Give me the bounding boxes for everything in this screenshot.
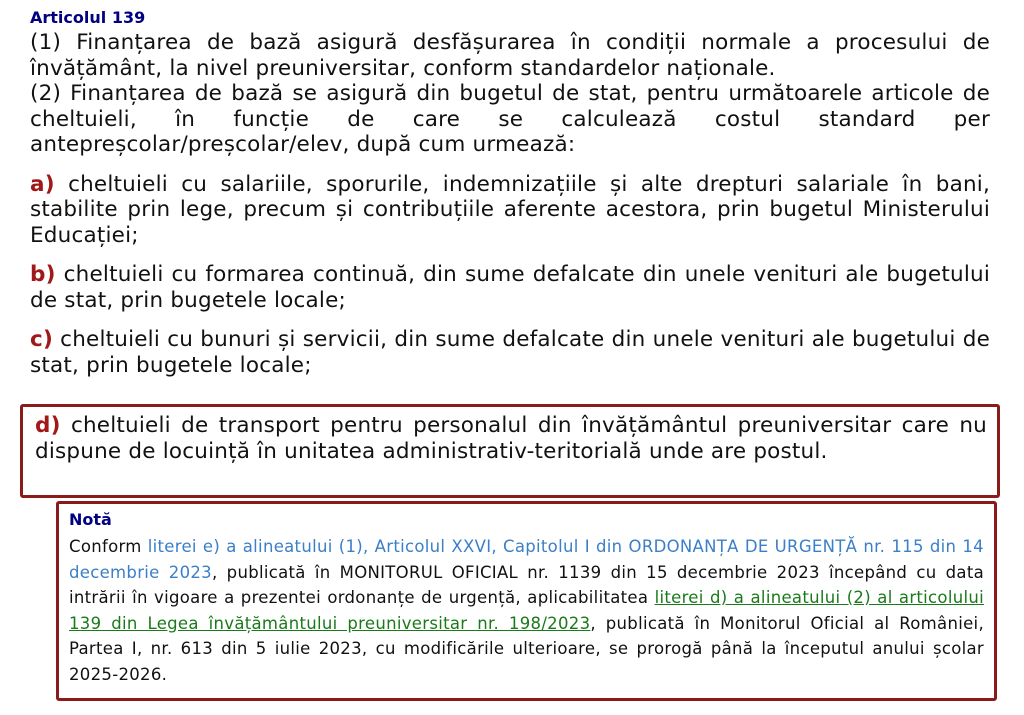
item-letter: b) bbox=[30, 262, 56, 287]
note-text bbox=[69, 534, 984, 687]
item-text: cheltuieli cu salariile, sporurile, indemnizațiile și alte drepturi salariale în bani, stabilite prin lege, precum și contribuțiile aferente acestora, prin bugetul Ministerului Educației; bbox=[30, 171, 990, 248]
article-body bbox=[30, 8, 990, 378]
item-letter: d) bbox=[35, 413, 61, 438]
item-letter: a) bbox=[30, 171, 55, 197]
item-letter: c) bbox=[30, 327, 53, 352]
ordinance-link[interactable]: literei e) a alineatului (1), Articolul XXVI, Capitolul I din ORDONANȚA DE URGENȚĂ nr. 115 din 14 decembrie 2023 bbox=[69, 537, 984, 582]
item-c bbox=[30, 327, 990, 378]
note-suffix: , publicată în Monitorul Oficial al României, Partea I, nr. 613 din 5 iulie 2023, cu modificările ulterioare, se prorogă până la începutul anului școlar 2025-2026. bbox=[69, 613, 984, 684]
item-a bbox=[30, 172, 990, 249]
paragraph-2: (2) Finanțarea de bază se asigură din bugetul de stat, pentru următoarele articole de cheltuieli, în funcție de care se calculează costul standard per antepreșcolar/preșcolar/elev, după cum urmează: bbox=[30, 81, 990, 157]
note-prefix: Conform bbox=[69, 537, 148, 556]
item-text: cheltuieli de transport pentru personalul din învățământul preuniversitar care nu dispune de locuință în unitatea administrativ-teritorială unde are postul. bbox=[35, 413, 987, 464]
item-b bbox=[30, 262, 990, 313]
item-text: cheltuieli cu bunuri și servicii, din sume defalcate din unele venituri ale bugetului de stat, prin bugetele locale; bbox=[30, 327, 990, 378]
note-mid: , publicată în MONITORUL OFICIAL nr. 1139 din 15 decembrie 2023 începând cu data intrării în vigoare a prezentei ordonanțe de urgență, aplicabilitatea bbox=[69, 562, 984, 607]
item-d bbox=[35, 413, 987, 464]
highlighted-item-d bbox=[20, 404, 1000, 498]
note-title: Notă bbox=[69, 510, 112, 529]
item-text: cheltuieli cu formarea continuă, din sume defalcate din unele venituri ale bugetului de stat, prin bugetele locale; bbox=[30, 262, 990, 313]
article-title: Articolul 139 bbox=[30, 8, 146, 27]
note-box bbox=[56, 501, 997, 701]
paragraph-1: (1) Finanțarea de bază asigură desfășurarea în condiții normale a procesului de învățământ, la nivel preuniversitar, conform standardelor naționale. bbox=[30, 30, 990, 81]
law-article-link[interactable]: literei d) a alineatului (2) al articolului 139 din Legea învățământului preuniversitar nr. 198/2023 bbox=[69, 588, 984, 633]
